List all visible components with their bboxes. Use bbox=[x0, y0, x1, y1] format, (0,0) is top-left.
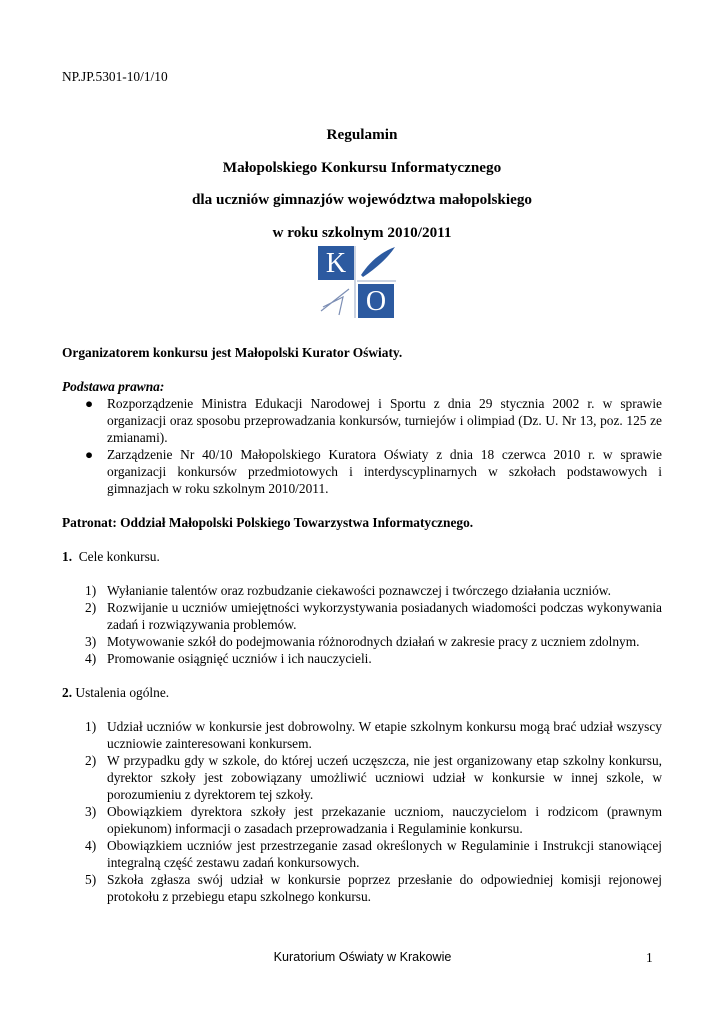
list-item: 1) Wyłanianie talentów oraz rozbudzanie ciekawości poznawczej i twórczego działania uczniów. bbox=[85, 583, 611, 598]
list-item: ● Rozporządzenie Ministra Edukacji Narodowej i Sportu z dnia 29 stycznia 2002 r. w sprawie organizacji oraz sposobu przeprowadzania konkursów, turniejów i olimpiad (Dz. U. Nr 13, poz. 125 ze zmianami). bbox=[85, 396, 662, 445]
list-item: 3) Motywowanie szkół do podejmowania różnorodnych działań w zakresie pracy z uczniem zdolnym. bbox=[85, 634, 640, 649]
document-title bbox=[62, 124, 662, 254]
quill-icon bbox=[361, 247, 395, 277]
legal-basis-list bbox=[62, 395, 662, 497]
list-item: 2) Rozwijanie u uczniów umiejętności wykorzystywania posiadanych wiadomości podczas wykonywania zadań i rozwiązywania problemów. bbox=[85, 600, 662, 632]
document-reference: NP.JP.5301-10/1/10 bbox=[62, 69, 168, 84]
ko-logo-icon bbox=[317, 245, 397, 319]
list-item: 2) W przypadku gdy w szkole, do której uczeń uczęszcza, nie jest organizowany etap szkolny konkursu, dyrektor szkoły jest zobowiązany umożliwić uczniowi udział w konkursie w innej szkole, w porozumieniu z dyrektorem tej szkoły. bbox=[85, 753, 662, 802]
title-line: Małopolskiego Konkursu Informatycznego bbox=[222, 158, 502, 176]
title-line: Regulamin bbox=[326, 126, 398, 143]
footer-text: Kuratorium Oświaty w Krakowie bbox=[273, 950, 452, 964]
legal-basis-heading: Podstawa prawna: bbox=[62, 379, 165, 394]
list-item: 5) Szkoła zgłasza swój udział w konkursie poprzez przesłanie do odpowiedniej komisji rejonowej protokołu z przebiegu etapu szkolnego konkursu. bbox=[85, 872, 662, 904]
bullet-icon: ● bbox=[85, 447, 94, 462]
document-body bbox=[62, 344, 662, 905]
patronage-statement: Patronat: Oddział Małopolski Polskiego Towarzystwa Informatycznego. bbox=[62, 515, 474, 530]
list-item: 4) Obowiązkiem uczniów jest przestrzeganie zasad określonych w Regulaminie i Instrukcji stanowiącej integralną część zestawu zadań konkursowych. bbox=[85, 838, 662, 870]
list-item: 4) Promowanie osiągnięć uczniów i ich nauczycieli. bbox=[85, 651, 372, 666]
section-heading: 2. Ustalenia ogólne. bbox=[62, 685, 170, 700]
organizer-statement: Organizatorem konkursu jest Małopolski Kurator Oświaty. bbox=[62, 345, 403, 360]
bullet-icon: ● bbox=[85, 396, 94, 411]
section-heading: 1. Cele konkursu. bbox=[62, 549, 160, 564]
ko-logo bbox=[317, 245, 397, 319]
open-book-icon bbox=[321, 289, 349, 315]
logo-letter-o: O bbox=[365, 286, 387, 317]
logo-letter-k: K bbox=[325, 248, 347, 279]
list-item: 3) Obowiązkiem dyrektora szkoły jest przekazanie uczniom, nauczycielom i rodzicom (prawnym opiekunom) informacji o zasadach przeprowadzania i Regulaminie konkursu. bbox=[85, 804, 662, 836]
section-2-list bbox=[62, 718, 662, 905]
title-line: w roku szkolnym 2010/2011 bbox=[272, 223, 452, 241]
list-item: ● Zarządzenie Nr 40/10 Małopolskiego Kuratora Oświaty z dnia 18 czerwca 2010 r. w sprawie organizacji konkursów przedmiotowych i interdyscyplinarnych w szkołach podstawowych i gimnazjach w roku szkolnym 2010/2011. bbox=[85, 447, 662, 496]
page-number: 1 bbox=[646, 950, 653, 965]
section-1-list bbox=[62, 582, 662, 667]
list-item: 1) Udział uczniów w konkursie jest dobrowolny. W etapie szkolnym konkursu mogą brać udział wszyscy uczniowie zainteresowani konkursem. bbox=[85, 719, 662, 751]
title-line: dla uczniów gimnazjów województwa małopolskiego bbox=[191, 191, 533, 208]
